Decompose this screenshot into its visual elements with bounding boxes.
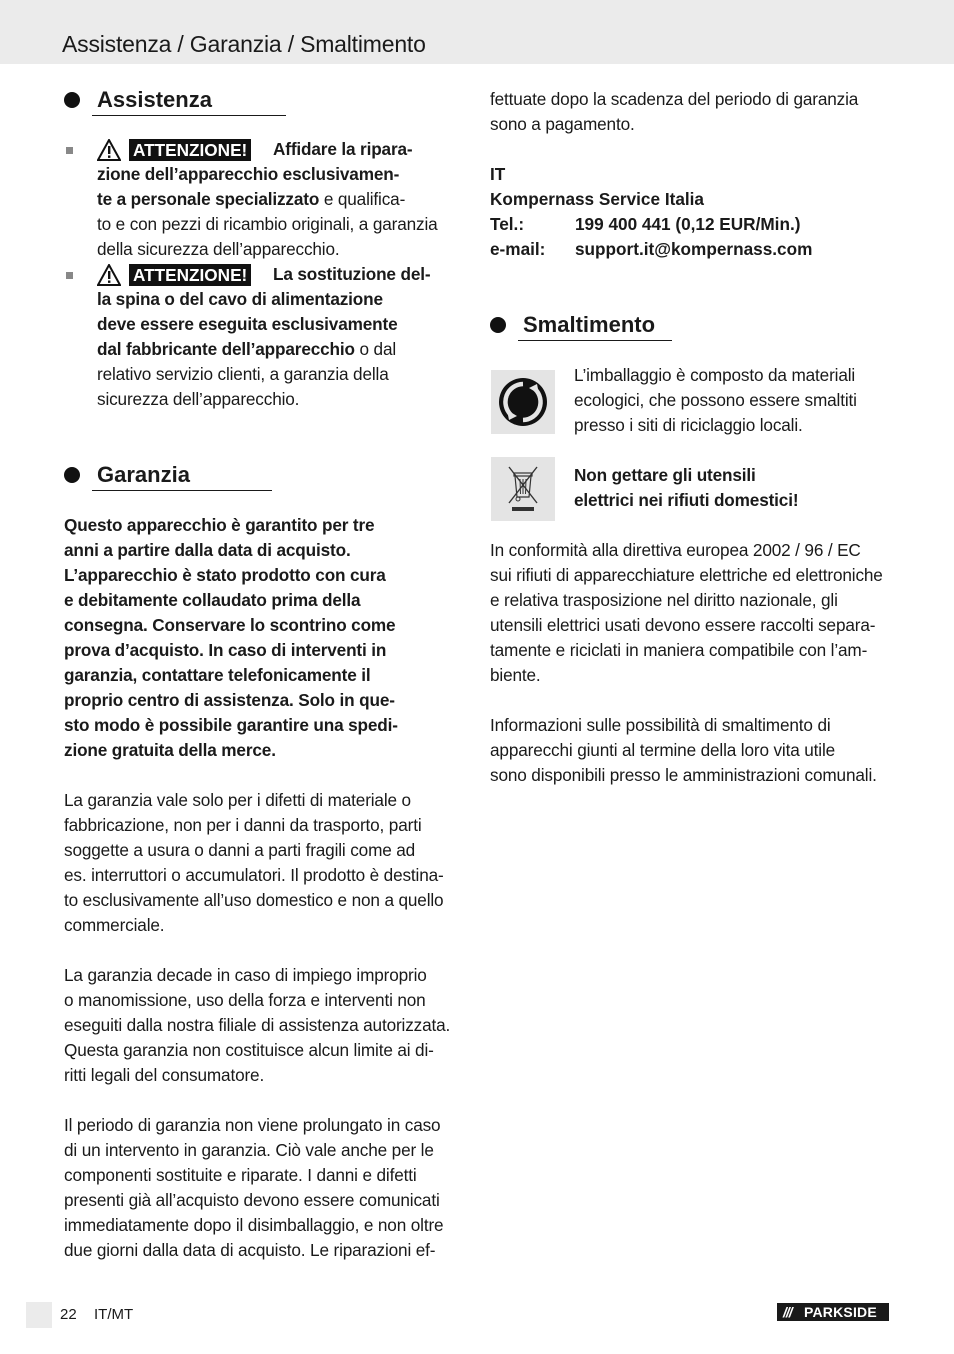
heading-underline [518, 340, 672, 341]
text-line: te a personale specializzato [97, 189, 320, 209]
text-line: sto modo è possibile garantire una spedi- [64, 715, 398, 735]
garanzia-bold-paragraph [64, 513, 398, 763]
text-line: Informazioni sulle possibilità di smaltimento di [490, 715, 831, 735]
text-line: due giorni dalla data di acquisto. Le riparazioni ef- [64, 1240, 436, 1260]
text-line: commerciale. [64, 915, 165, 935]
contact-email-value: support.it@kompernass.com [575, 239, 813, 259]
weee-warning-text [574, 463, 798, 513]
text-line: consegna. Conservare lo scontrino come [64, 615, 396, 635]
text-line: fettuate dopo la scadenza del periodo di garanzia [490, 89, 859, 109]
text-line: to e con pezzi di ricambio originali, a garanzia [97, 214, 438, 234]
text-line: tamente e riciclati in maniera compatibile con l’am- [490, 640, 868, 660]
contact-company: Kompernass Service Italia [490, 189, 704, 209]
text-line: sono disponibili presso le amministrazioni comunali. [490, 765, 877, 785]
text-line: apparecchi giunti al termine della loro vita utile [490, 740, 836, 760]
text-line: presenti già all’acquisto devono essere comunicati [64, 1190, 440, 1210]
text-line: Non gettare gli utensili [574, 465, 756, 485]
assistenza-item-1 [97, 137, 438, 262]
heading-underline [92, 115, 286, 116]
heading-bullet-dot [64, 467, 80, 483]
text-line: e debitamente collaudato prima della [64, 590, 361, 610]
text-line: fabbricazione, non per i danni da trasporto, parti [64, 815, 422, 835]
text-line: di un intervento in garanzia. Ciò vale anche per le [64, 1140, 434, 1160]
warning-label-badge: ATTENZIONE! [129, 139, 251, 161]
garanzia-paragraph-4 [64, 1113, 443, 1263]
text-line: ritti legali del consumatore. [64, 1065, 265, 1085]
language-code: IT/MT [94, 1306, 134, 1323]
text-line: zione gratuita della merce. [64, 740, 276, 760]
text-line: Questa garanzia non costituisce alcun limite ai di- [64, 1040, 434, 1060]
text-line: o manomissione, uso della forza e interventi non [64, 990, 426, 1010]
text-line: componenti sostituite e riparate. I danni e difetti [64, 1165, 417, 1185]
text-line: soggette a usura o danni a parti fragili come ad [64, 840, 416, 860]
warning-label-badge: ATTENZIONE! [129, 264, 251, 286]
heading-text: Garanzia [97, 462, 190, 487]
contact-tel-label: Tel.: [490, 214, 525, 234]
text-line: L’apparecchio è stato prodotto con cura [64, 565, 386, 585]
text-line: es. interruttori o accumulatori. Il prodotto è destina- [64, 865, 444, 885]
text-line: della sicurezza dell’apparecchio. [97, 239, 340, 259]
text-line: eseguiti dalla nostra filiale di assistenza autorizzata. [64, 1015, 451, 1035]
text-line: sicurezza dell’apparecchio. [97, 389, 300, 409]
text-line: o dal [354, 339, 397, 359]
garanzia-paragraph-3 [64, 963, 450, 1088]
list-bullet [66, 147, 73, 154]
text-line: proprio centro di assistenza. Solo in que- [64, 690, 395, 710]
logo-slashes: /// [783, 1304, 792, 1320]
text-line: deve essere eseguita esclusivamente [97, 314, 398, 334]
text-line: ecologici, che possono essere smaltiti [574, 390, 857, 410]
page-number: 22 [60, 1306, 77, 1323]
text-line: dal fabbricante dell’apparecchio [97, 339, 355, 359]
text-line: Il periodo di garanzia non viene prolungato in caso [64, 1115, 441, 1135]
list-bullet [66, 272, 73, 279]
text-line: La garanzia vale solo per i difetti di materiale o [64, 790, 411, 810]
text-line: la spina o del cavo di alimentazione [97, 289, 383, 309]
logo-brand-name: PARKSIDE [804, 1304, 877, 1320]
heading-bullet-dot [490, 317, 506, 333]
text-line: to esclusivamente all’uso domestico e non a quello [64, 890, 444, 910]
text-line: utensili elettrici usati devono essere raccolti separa- [490, 615, 876, 635]
smaltimento-paragraph-2 [490, 713, 877, 788]
smaltimento-paragraph-1 [490, 538, 883, 688]
text-line: In conformità alla direttiva europea 2002 / 96 / EC [490, 540, 861, 560]
text-line: presso i siti di riciclaggio locali. [574, 415, 803, 435]
text-line: L’imballaggio è composto da materiali [574, 365, 856, 385]
text-line: sono a pagamento. [490, 114, 635, 134]
text-line: anni a partire dalla data di acquisto. [64, 540, 351, 560]
heading-text: Assistenza [97, 87, 212, 112]
text-line: biente. [490, 665, 541, 685]
heading-bullet-dot [64, 92, 80, 108]
text-line: elettrici nei rifiuti domestici! [574, 490, 799, 510]
heading-text: Smaltimento [523, 312, 656, 337]
contact-country: IT [490, 164, 506, 184]
text-line: La garanzia decade in caso di impiego improprio [64, 965, 427, 985]
text-line: sui rifiuti di apparecchiature elettriche ed elettroniche [490, 565, 883, 585]
green-dot-recycle-icon [491, 370, 555, 434]
heading-underline [92, 490, 272, 491]
text-line: Questo apparecchio è garantito per tre [64, 515, 375, 535]
contact-email-label: e-mail: [490, 239, 546, 259]
text-line: zione dell’apparecchio esclusivamen- [97, 164, 400, 184]
assistenza-item-2 [97, 262, 430, 412]
text-line: La sostituzione del- [273, 264, 431, 284]
page-header-title: Assistenza / Garanzia / Smaltimento [62, 31, 426, 57]
parkside-logo [777, 1303, 889, 1321]
text-line: e qualifica- [319, 189, 406, 209]
text-line: relativo servizio clienti, a garanzia della [97, 364, 389, 384]
footer-page-marker [26, 1302, 52, 1328]
text-line: garanzia, contattare telefonicamente il [64, 665, 371, 685]
recycle-text [574, 363, 857, 438]
text-line: prova d’acquisto. In caso di interventi in [64, 640, 387, 660]
text-line: e relativa trasposizione nel diritto nazionale, gli [490, 590, 838, 610]
text-line: immediatamente dopo il disimballaggio, e non oltre [64, 1215, 444, 1235]
garanzia-continuation [490, 87, 858, 137]
garanzia-paragraph-2 [64, 788, 444, 938]
wheelie-bin-icon [491, 457, 555, 521]
recycle-arrows-icon [491, 370, 555, 434]
contact-tel-value: 199 400 441 (0,12 EUR/Min.) [575, 214, 801, 234]
crossed-bin-icon [491, 457, 555, 521]
text-line: Affidare la ripara- [273, 139, 413, 159]
